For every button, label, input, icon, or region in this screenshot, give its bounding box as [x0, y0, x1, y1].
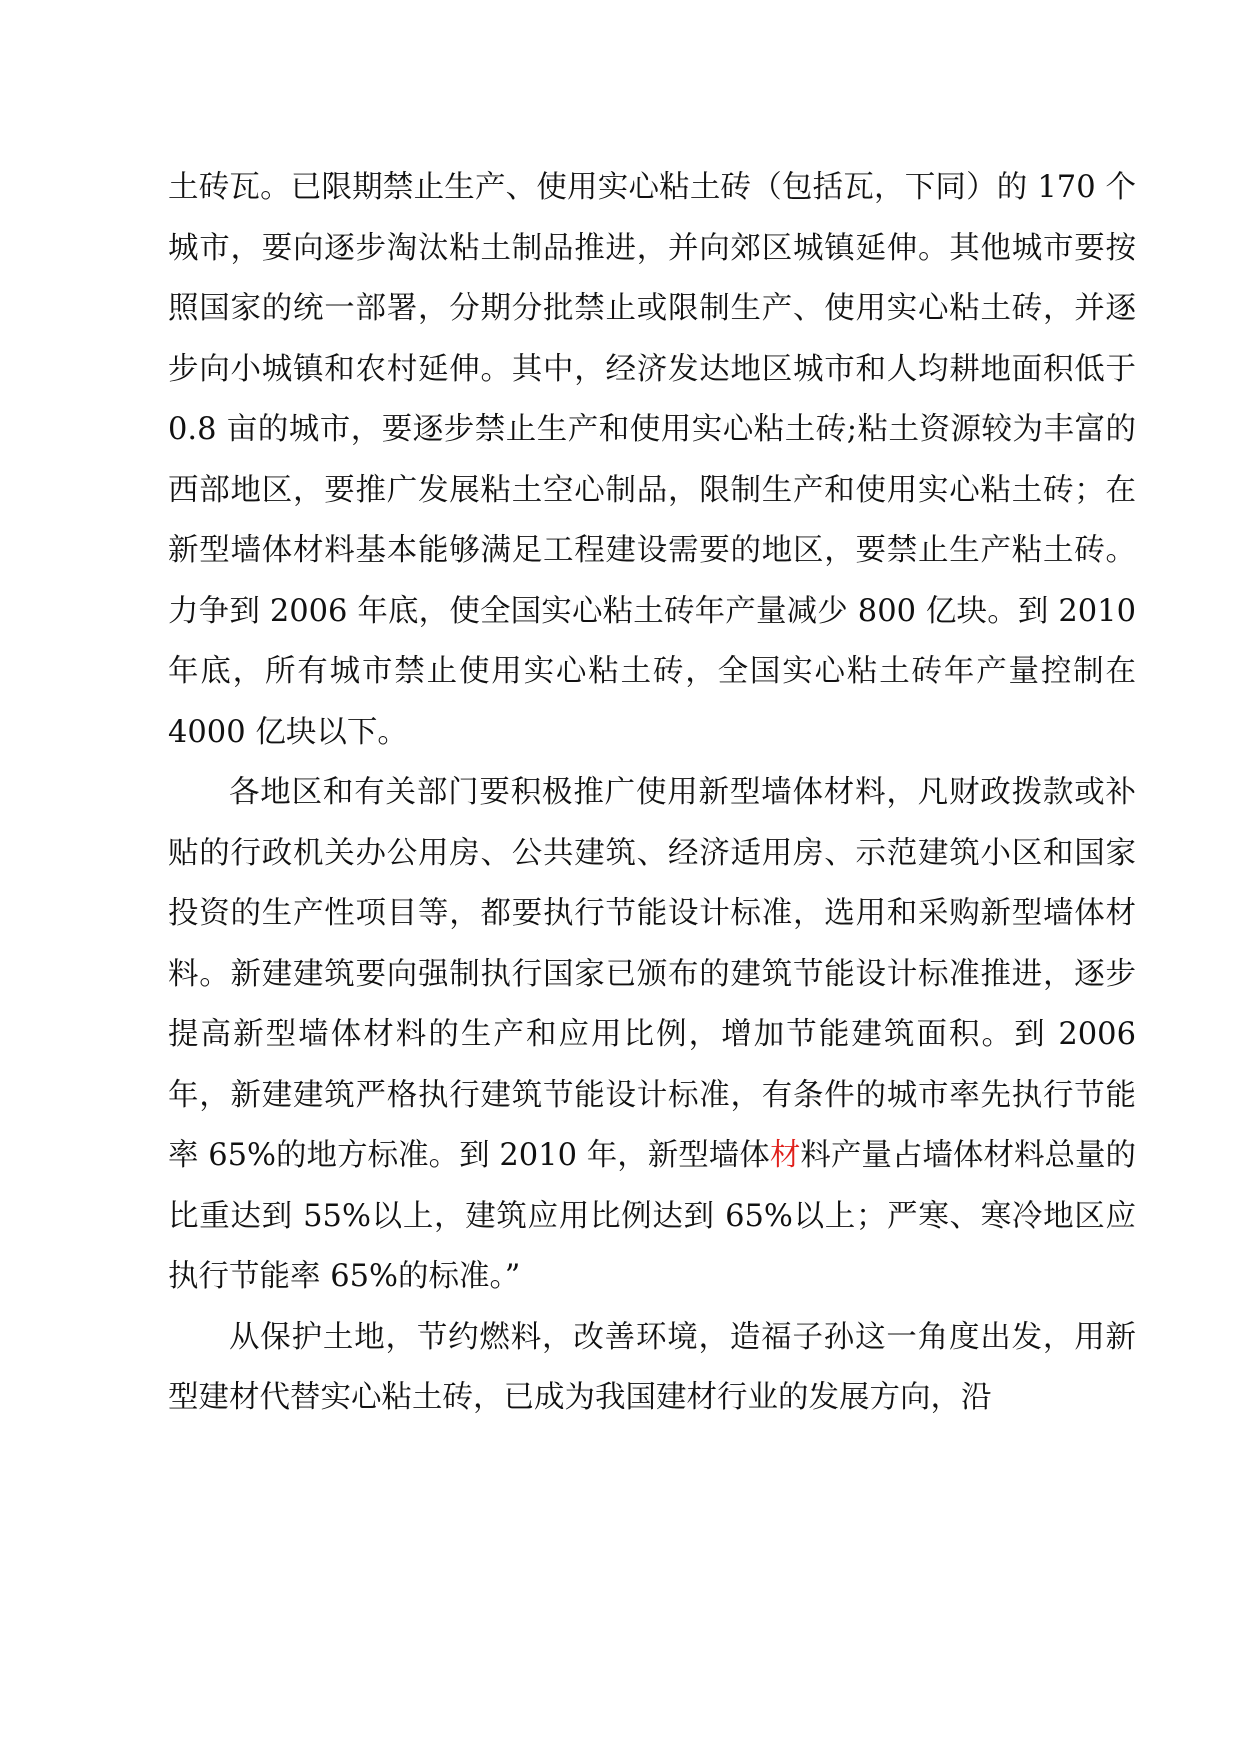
- paragraph-1: 土砖瓦。已限期禁止生产、使用实心粘土砖（包括瓦，下同）的 170 个城市，要向逐步淘汰粘土制品推进，并向郊区城镇延伸。其他城市要按照国家的统一部署，分期分批禁止或限制生产、使用实心粘土砖，并逐步向小城镇和农村延伸。其中，经济发达地区城市和人均耕地面积低于 0.8 亩的城市，要逐步禁止生产和使用实心粘土砖;粘土资源较为丰富的西部地区，要推广发展粘土空心制品，限制生产和使用实心粘土砖；在新型墙体材料基本能够满足工程建设需要的地区，要禁止生产粘土砖。力争到 2006 年底，使全国实心粘土砖年产量减少 800 亿块。到 2010 年底，所有城市禁止使用实心粘土砖，全国实心粘土砖年产量控制在 4000 亿块以下。: [168, 170, 1136, 750]
- paragraph-2-text-before: 各地区和有关部门要积极推广使用新型墙体材料，凡财政拨款或补贴的行政机关办公用房、公共建筑、经济适用房、示范建筑小区和国家投资的生产性项目等，都要执行节能设计标准，选用和采购新型墙体材料。新建建筑要向强制执行国家已颁布的建筑节能设计标准推进，逐步提高新型墙体材料的生产和应用比例，增加节能建筑面积。到 2006 年，新建建筑严格执行建筑节能设计标准，有条件的城市率先执行节能率 65%的地方标准。到 2010 年，新型墙体: [168, 775, 1136, 1173]
- highlighted-character: 材: [769, 1138, 801, 1173]
- paragraph-3: 从保护土地，节约燃料，改善环境，造福子孙这一角度出发，用新型建材代替实心粘土砖，已成为我国建材行业的发展方向，沿: [168, 1319, 1136, 1415]
- paragraph-2-text-after: 料产量占墙体材料总量的比重达到 55%以上，建筑应用比例达到 65%以上；严寒、寒冷地区应执行节能率 65%的标准。”: [168, 1138, 1137, 1294]
- document-body: [168, 158, 1136, 1429]
- paragraph-2: [168, 763, 1136, 1308]
